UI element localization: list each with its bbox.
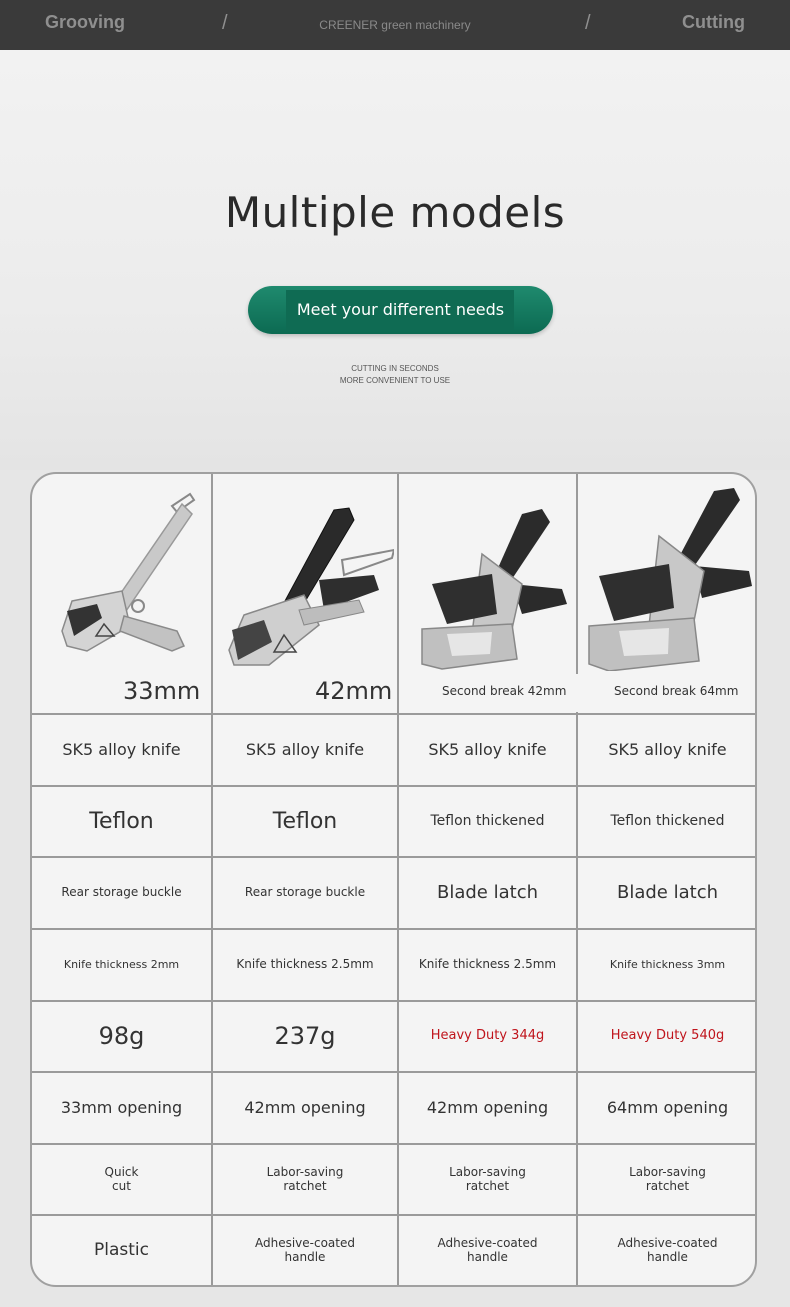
tagline-1: CUTTING IN SECONDS: [351, 364, 439, 373]
spec-cell: Plastic: [94, 1239, 149, 1260]
tagline-2: MORE CONVENIENT TO USE: [339, 376, 451, 385]
spec-cell: Blade latch: [617, 881, 718, 903]
slash-right: /: [585, 12, 591, 34]
spec-cell: Blade latch: [437, 881, 538, 903]
slash-left: /: [222, 12, 228, 34]
spec-cell: Labor-saving ratchet: [266, 1164, 344, 1193]
spec-cell: Teflon thickened: [430, 813, 545, 830]
spec-cell: 64mm opening: [606, 1097, 729, 1117]
spec-cell: Teflon thickened: [610, 813, 725, 830]
spec-cell: Knife thickness 3mm: [609, 957, 726, 971]
cutter-second-break-42mm-image: [412, 504, 572, 674]
spec-cell: Knife thickness 2mm: [63, 957, 180, 971]
spec-cell: SK5 alloy knife: [62, 739, 181, 759]
weight-cell-heavy: Heavy Duty 540g: [610, 1028, 725, 1044]
spec-cell: SK5 alloy knife: [245, 739, 365, 759]
spec-cell: 33mm opening: [60, 1097, 183, 1117]
weight-cell: 237g: [274, 1021, 336, 1050]
spec-cell: Rear storage buckle: [244, 885, 366, 900]
product-label-second-break-64mm: Second break 64mm: [614, 684, 739, 698]
page-title: Multiple models: [224, 188, 566, 237]
badge-text: Meet your different needs: [296, 300, 505, 319]
spec-cell: SK5 alloy knife: [428, 739, 547, 759]
spec-cell: 42mm opening: [426, 1097, 549, 1117]
spec-cell: 42mm opening: [244, 1097, 366, 1117]
cutter-42mm-image: [224, 500, 394, 680]
spec-cell: Teflon: [89, 808, 154, 834]
product-label-second-break-42mm: Second break 42mm: [442, 684, 567, 698]
grooving-label: Grooving: [45, 12, 125, 32]
spec-cell: Adhesive-coated handle: [437, 1235, 538, 1264]
spec-cell: Teflon: [272, 808, 338, 834]
weight-cell-heavy: Heavy Duty 344g: [430, 1028, 545, 1044]
col-divider: [576, 474, 578, 674]
needs-badge: [248, 286, 553, 334]
hero-section: [0, 50, 790, 470]
spec-cell: SK5 alloy knife: [608, 739, 727, 759]
spec-cell: Quick cut: [104, 1164, 139, 1193]
product-label-33mm: 33mm: [123, 677, 201, 705]
spec-cell: Adhesive-coated handle: [617, 1235, 718, 1264]
spec-cell: Rear storage buckle: [61, 885, 182, 900]
spec-cell: Knife thickness 2.5mm: [236, 957, 374, 972]
product-label-42mm: 42mm: [315, 677, 393, 705]
spec-cell: Knife thickness 2.5mm: [418, 957, 557, 972]
cutter-33mm-image: [52, 486, 202, 666]
spec-cell: Labor-saving ratchet: [629, 1164, 706, 1193]
top-banner: [0, 0, 790, 50]
cutting-label: Cutting: [682, 12, 745, 32]
cutter-second-break-64mm-image: [584, 486, 754, 671]
spec-cell: Labor-saving ratchet: [449, 1164, 526, 1193]
brand-name: CREENER green machinery: [319, 18, 471, 32]
spec-cell: Adhesive-coated handle: [254, 1235, 355, 1264]
weight-cell: 98g: [98, 1021, 145, 1050]
comparison-table: [30, 472, 757, 1287]
